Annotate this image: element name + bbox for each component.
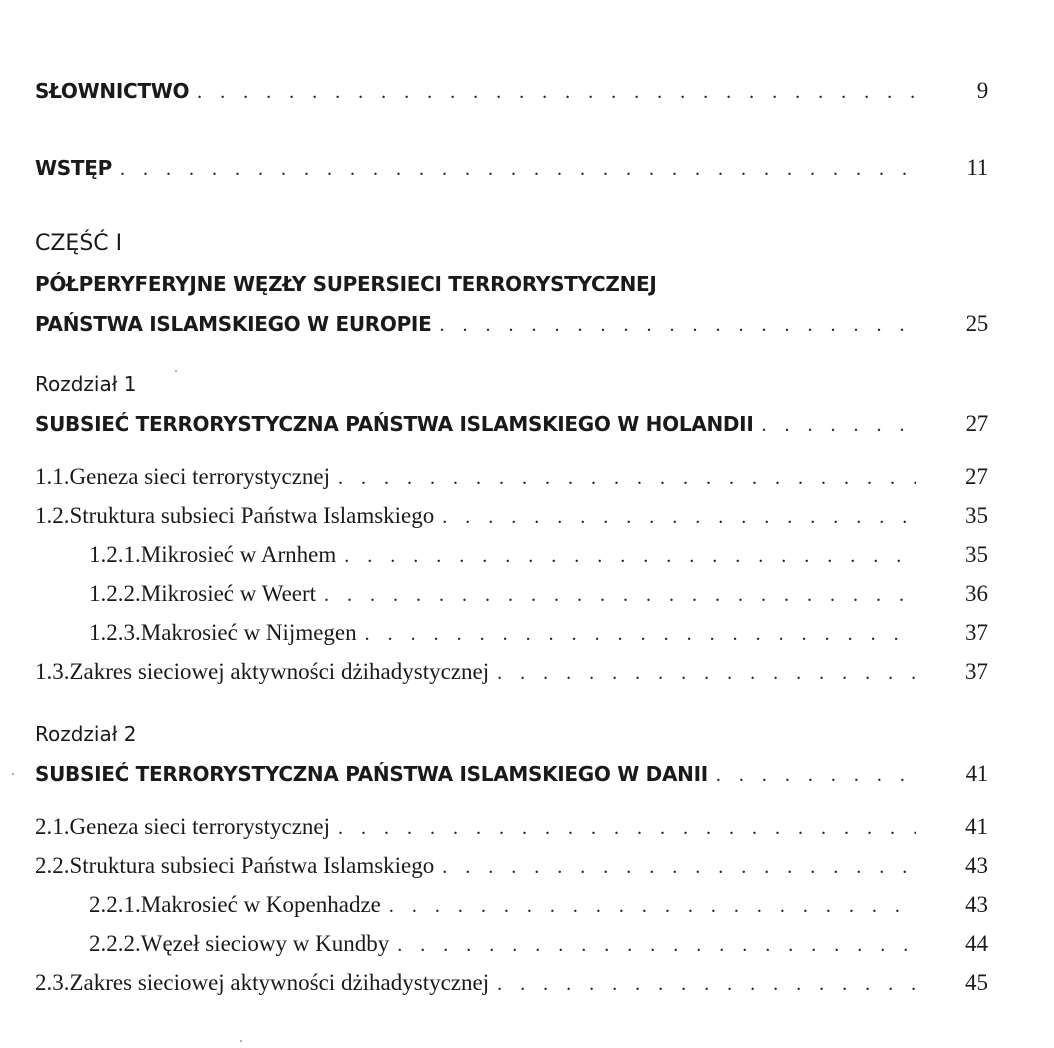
item-title: Mikrosieć w Arnhem [140, 542, 337, 567]
chapter-label-text: Rozdział 1 [35, 372, 137, 396]
item-title: Struktura subsieci Państwa Islamskiego [69, 503, 435, 528]
item-title: Geneza sieci terrorystycznej [69, 814, 331, 839]
page-number: 25 [965, 311, 988, 336]
toc-entry-chapter1 [35, 411, 988, 437]
page-number: 45 [965, 970, 988, 995]
toc-entry-chapter2 [35, 761, 988, 787]
dot-leader [716, 764, 916, 787]
dot-leader [389, 895, 916, 918]
item-number: 2.2. [35, 853, 70, 878]
toc-item [35, 464, 988, 490]
item-number: 1.1. [35, 464, 70, 489]
chapter-label [35, 372, 988, 396]
part-title-text: PAŃSTWA ISLAMSKIEGO W EUROPIE [35, 312, 432, 336]
item-title: Węzeł sieciowy w Kundby [140, 931, 390, 956]
page-number: 11 [966, 155, 988, 180]
chapter-title: SUBSIEĆ TERRORYSTYCZNA PAŃSTWA ISLAMSKIEGO W DANII [35, 762, 708, 786]
page-number: 35 [965, 542, 988, 567]
dot-leader [324, 584, 916, 607]
dot-leader [442, 856, 916, 879]
item-number: 1.2.1. [89, 542, 141, 567]
toc-subitem [35, 931, 988, 957]
part-label [35, 231, 988, 256]
toc-subitem [35, 542, 988, 568]
part-title-text: PÓŁPERYFERYJNE WĘZŁY SUPERSIECI TERRORYSTYCZNEJ [35, 272, 657, 296]
dot-leader [338, 817, 916, 840]
item-title: Geneza sieci terrorystycznej [69, 464, 331, 489]
item-title: Mikrosieć w Weert [140, 581, 317, 606]
page-number: 35 [965, 503, 988, 528]
item-title: Makrosieć w Nijmegen [140, 620, 357, 645]
page-number: 41 [965, 814, 988, 839]
toc-item [35, 503, 988, 529]
dot-leader [344, 545, 916, 568]
item-number: 2.3. [35, 970, 70, 995]
scan-speck [175, 370, 177, 372]
item-number: 1.2. [35, 503, 70, 528]
toc-subitem [35, 892, 988, 918]
dot-leader [497, 662, 916, 685]
item-title: Zakres sieciowej aktywności dżihadystycznej [69, 970, 490, 995]
page-number: 9 [976, 78, 988, 103]
chapter-label [35, 722, 988, 746]
toc-subitem [35, 581, 988, 607]
toc-item [35, 814, 988, 840]
dot-leader [197, 81, 916, 104]
toc-entry-part1 [35, 311, 988, 337]
scan-speck [12, 773, 14, 775]
item-number: 2.2.1. [89, 892, 141, 917]
dot-leader [442, 506, 916, 529]
item-title: Makrosieć w Kopenhadze [140, 892, 381, 917]
item-number: 2.1. [35, 814, 70, 839]
page-number: 41 [965, 761, 988, 786]
page-number: 27 [965, 411, 988, 436]
scan-speck [240, 1040, 242, 1042]
page-number: 27 [965, 464, 988, 489]
part-title-line1 [35, 272, 988, 296]
chapter-title: SUBSIEĆ TERRORYSTYCZNA PAŃSTWA ISLAMSKIEGO W HOLANDII [35, 412, 754, 436]
item-number: 1.3. [35, 659, 70, 684]
toc-item [35, 970, 988, 996]
dot-leader [365, 623, 916, 646]
item-title: Zakres sieciowej aktywności dżihadystycznej [69, 659, 490, 684]
toc-entry-slownictwo [35, 78, 988, 104]
toc-subitem [35, 620, 988, 646]
part-label-text: CZĘŚĆ I [35, 231, 123, 256]
dot-leader [397, 934, 916, 957]
item-number: 1.2.3. [89, 620, 141, 645]
dot-leader [761, 414, 916, 437]
toc-item [35, 853, 988, 879]
item-title: Struktura subsieci Państwa Islamskiego [69, 853, 435, 878]
entry-title: SŁOWNICTWO [35, 79, 190, 103]
chapter-label-text: Rozdział 2 [35, 722, 137, 746]
dot-leader [120, 158, 916, 181]
dot-leader [497, 973, 916, 996]
entry-title: WSTĘP [35, 156, 112, 180]
item-number: 2.2.2. [89, 931, 141, 956]
toc-entry-wstep [35, 155, 988, 181]
page-number: 37 [965, 659, 988, 684]
dot-leader [338, 467, 916, 490]
page-number: 37 [965, 620, 988, 645]
toc-item [35, 659, 988, 685]
page-number: 36 [965, 581, 988, 606]
dot-leader [439, 314, 916, 337]
page-number: 44 [965, 931, 988, 956]
item-number: 1.2.2. [89, 581, 141, 606]
page-number: 43 [965, 892, 988, 917]
page-number: 43 [965, 853, 988, 878]
